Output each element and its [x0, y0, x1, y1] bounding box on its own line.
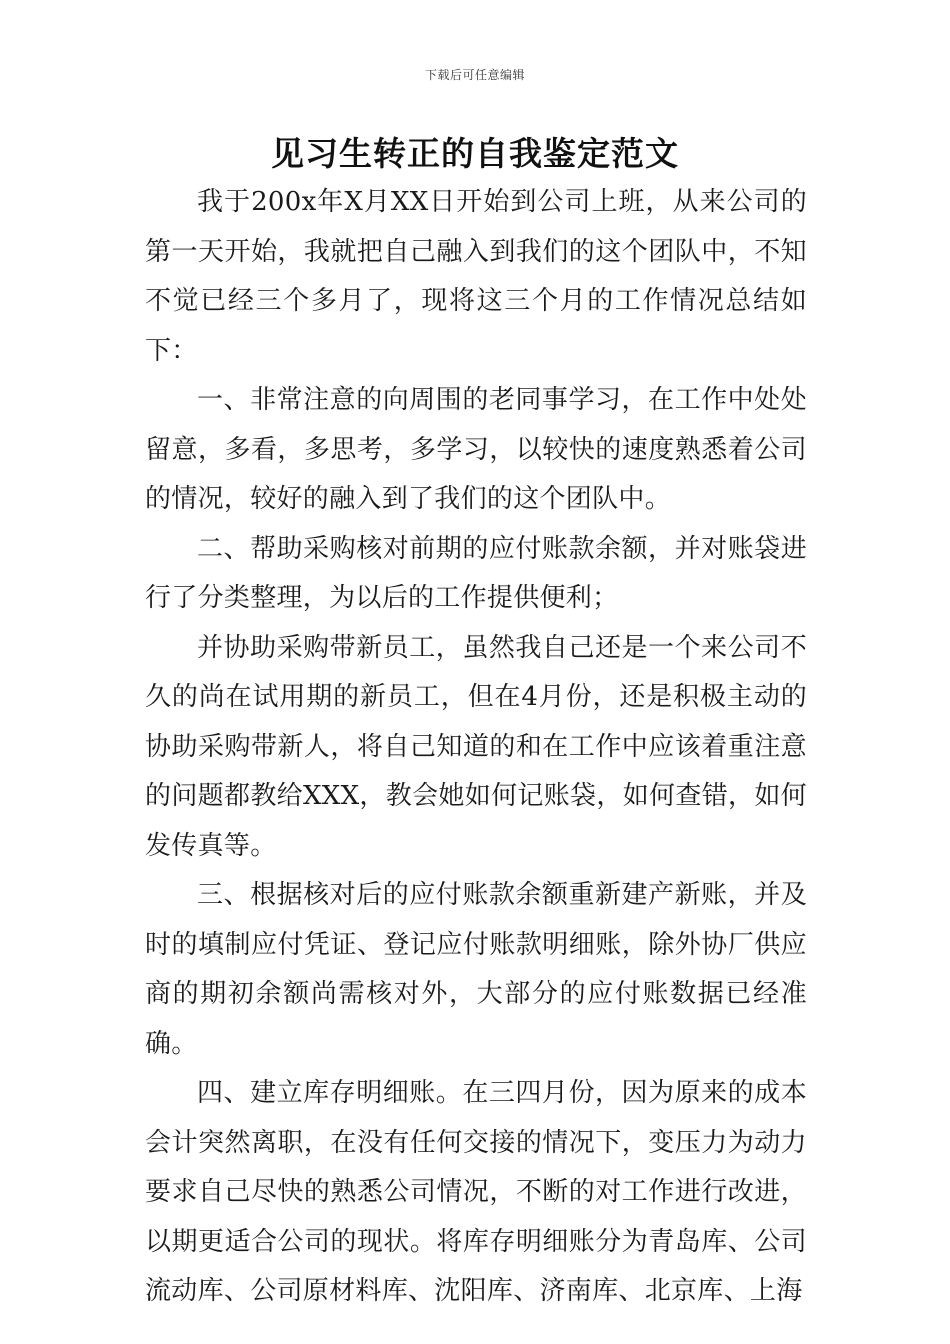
paragraph-item-4: 四、建立库存明细账。在三四月份，因为原来的成本会计突然离职，在没有任何交接的情况下，变压力为动力要求自己尽快的熟悉公司情况，不断的对工作进行改进，以期更适合公司的现状。将库存明细账分为青岛库、公司流动库、公司原材料库、沈阳库、济南库、北京库、上海: [145, 1078, 807, 1306]
paragraph-intro: 我于200x年X月XX日开始到公司上班，从来公司的第一天开始，我就把自己融入到我们的这个团队中，不知不觉已经三个多月了，现将这三个月的工作情况总结如下：: [145, 187, 807, 366]
header-note: 下载后可任意编辑: [424, 68, 525, 82]
document-body: [145, 178, 807, 1317]
paragraph-item-2: 二、帮助采购核对前期的应付账款余额，并对账袋进行了分类整理，为以后的工作提供便利；: [145, 533, 807, 613]
paragraph-item-3: 三、根据核对后的应付账款余额重新建产新账，并及时的填制应付凭证、登记应付账款明细账，除外协厂供应商的期初余额尚需核对外，大部分的应付账数据已经准确。: [145, 880, 807, 1059]
paragraph-item-1: 一、非常注意的向周围的老同事学习，在工作中处处留意，多看，多思考，多学习，以较快的速度熟悉着公司的情况，较好的融入到了我们的这个团队中。: [145, 385, 807, 514]
document-title: 见习生转正的自我鉴定范文: [271, 134, 679, 173]
paragraph-item-2-detail: 并协助采购带新员工，虽然我自己还是一个来公司不久的尚在试用期的新员工，但在4月份，还是积极主动的协助采购带新人，将自己知道的和在工作中应该着重注意的问题都教给XXX，教会她如何记账袋，如何查错，如何发传真等。: [145, 632, 807, 861]
